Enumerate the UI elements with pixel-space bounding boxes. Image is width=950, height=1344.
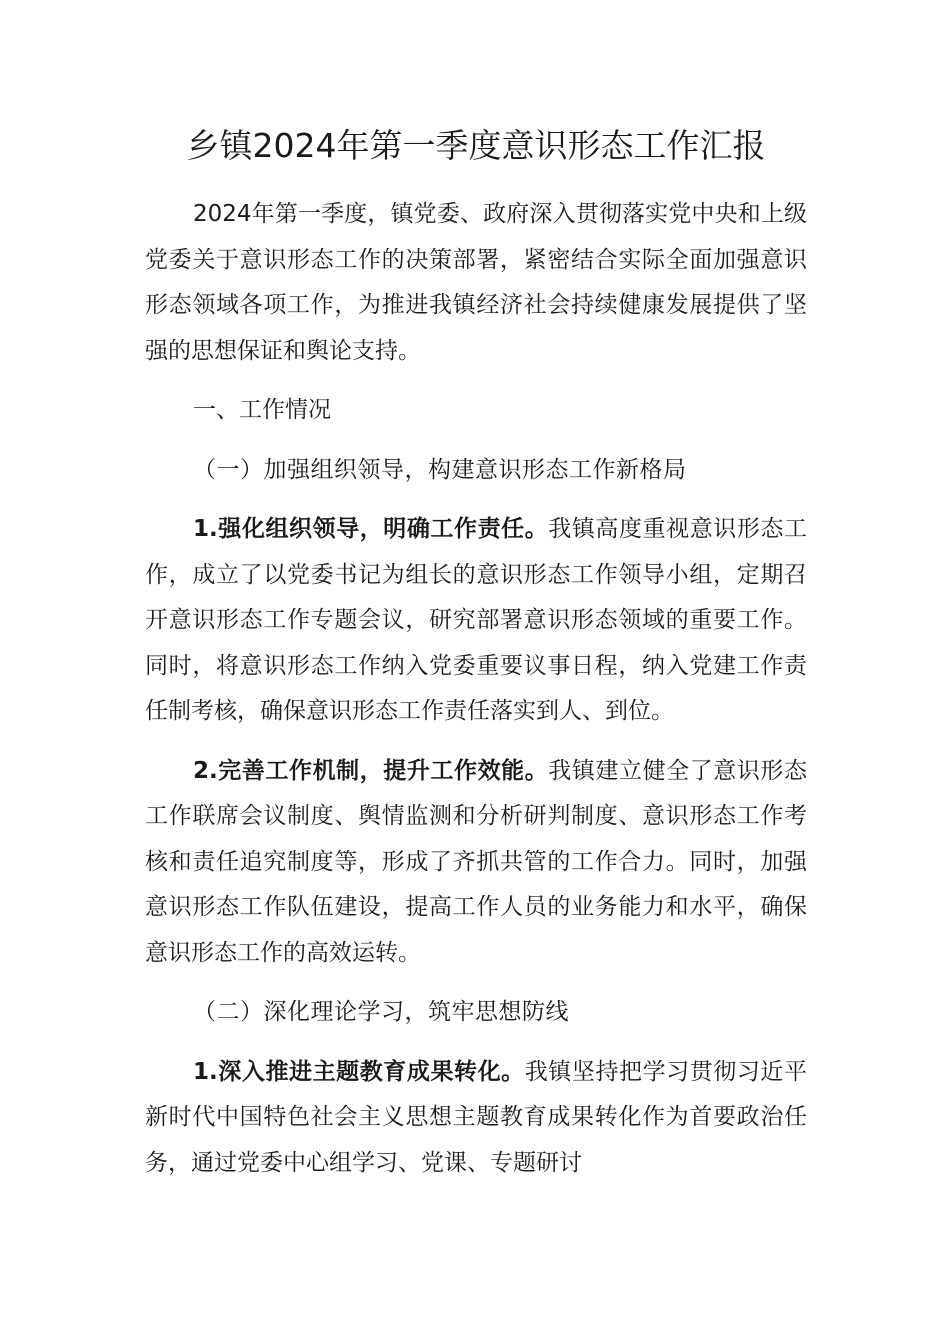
paragraph-lead: 1.强化组织领导，明确工作责任。 [193, 516, 549, 542]
document-title: 乡镇2024年第一季度意识形态工作汇报 [186, 126, 766, 165]
section-heading-work-status: 一、工作情况 [193, 397, 331, 423]
paragraph-theme-education [145, 1050, 807, 1187]
paragraph-lead: 1.深入推进主题教育成果转化。 [193, 1058, 525, 1085]
paragraph-body: 我镇高度重视意识形态工作，成立了以党委书记为组长的意识形态工作领导小组，定期召开意识形态工作专题会议，研究部署意识形态领域的重要工作。同时，将意识形态工作纳入党委重要议事日程，纳入党建工作责任制考核，确保意识形态工作责任落实到人、到位。 [145, 516, 807, 724]
document-page [145, 120, 807, 1186]
paragraph-work-mechanism [145, 749, 807, 977]
paragraph-lead: 2.完善工作机制，提升工作效能。 [193, 757, 549, 784]
intro-paragraph: 2024年第一季度，镇党委、政府深入贯彻落实党中央和上级党委关于意识形态工作的决策部署，紧密结合实际全面加强意识形态领域各项工作，为推进我镇经济社会持续健康发展提供了坚强的思想保证和舆论支持。 [145, 201, 807, 364]
paragraph-organization-leadership [145, 507, 807, 735]
paragraph-body: 我镇坚持把学习贯彻习近平新时代中国特色社会主义思想主题教育成果转化作为首要政治任务，通过党委中心组学习、党课、专题研讨 [145, 1058, 808, 1176]
subsection-heading-theory-study: （二）深化理论学习，筑牢思想防线 [193, 999, 569, 1025]
subsection-heading-organization: （一）加强组织领导，构建意识形态工作新格局 [193, 456, 687, 483]
paragraph-body: 我镇建立健全了意识形态工作联席会议制度、舆情监测和分析研判制度、意识形态工作考核和责任追究制度等，形成了齐抓共管的工作合力。同时，加强意识形态工作队伍建设，提高工作人员的业务能力和水平，确保意识形态工作的高效运转。 [145, 757, 807, 966]
